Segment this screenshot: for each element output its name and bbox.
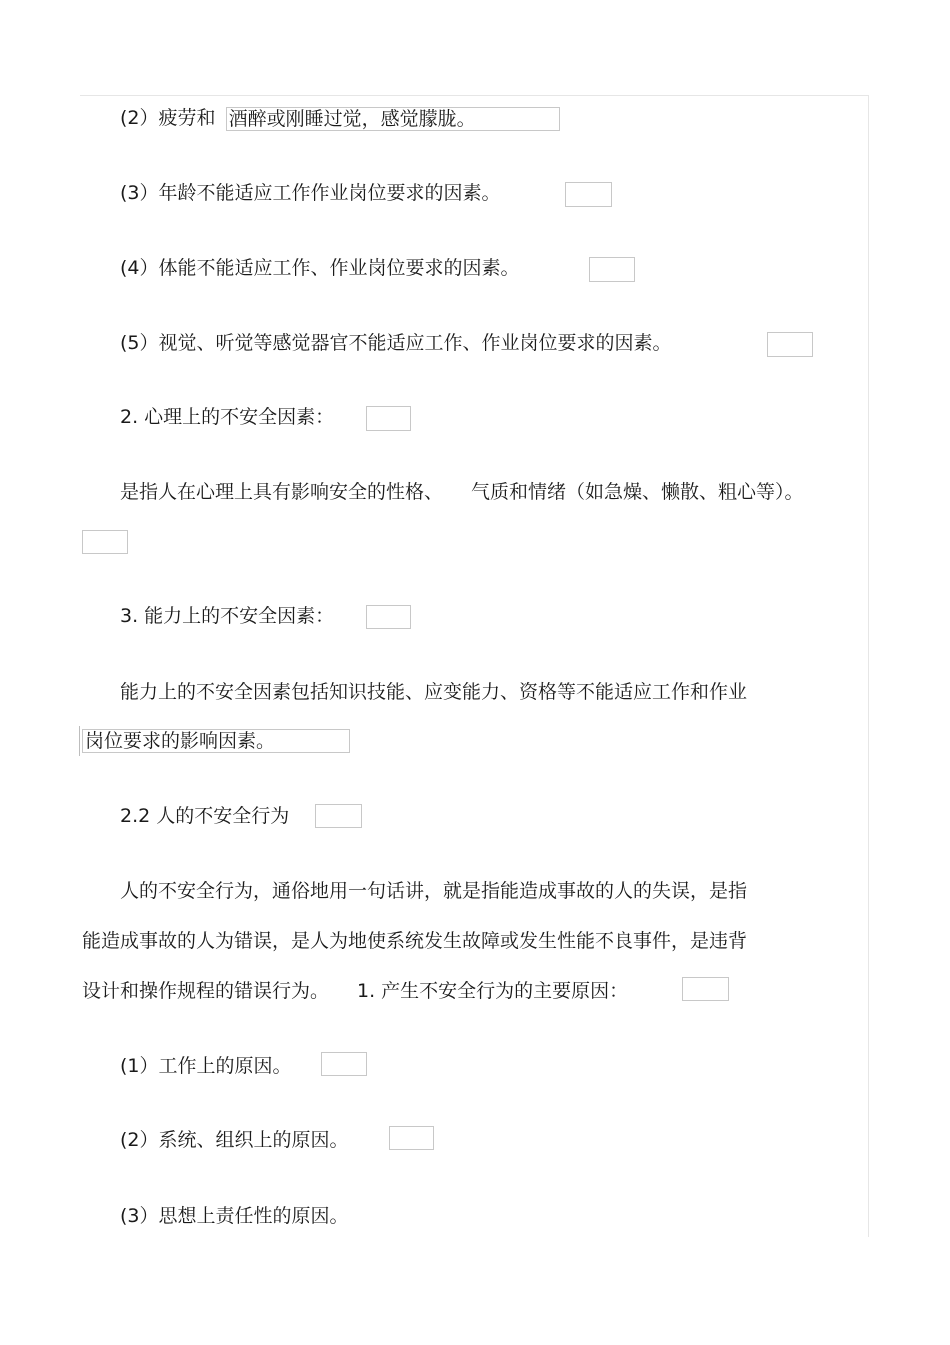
empty-box <box>321 1052 367 1076</box>
empty-box <box>82 530 128 554</box>
text-line-behavior-2: 能造成事故的人为错误，是人为地使系统发生故障或发生性能不良事件，是违背 <box>82 930 748 952</box>
text-line-responsibility-reason: (3）思想上责任性的原因。 <box>120 1205 349 1227</box>
behavior-3b: 1. 产生不安全行为的主要原因： <box>357 980 629 1002</box>
section-heading-unsafe-behavior: 2.2 人的不安全行为 <box>120 805 290 827</box>
text-line-ability-desc-cont <box>82 728 350 753</box>
text-line-senses: (5）视觉、听觉等感觉器官不能适应工作、作业岗位要求的因素。 <box>120 332 672 354</box>
text-line-physical: (4）体能不能适应工作、作业岗位要求的因素。 <box>120 257 520 279</box>
empty-box <box>366 605 411 629</box>
text-line-age: (3）年龄不能适应工作作业岗位要求的因素。 <box>120 182 501 204</box>
heading-ability: 3. 能力上的不安全因素： <box>120 605 335 627</box>
empty-box <box>315 804 362 828</box>
text-line-ability-desc: 能力上的不安全因素包括知识技能、应变能力、资格等不能适应工作和作业 <box>120 681 748 703</box>
text-line-psychological-desc <box>120 480 804 504</box>
fatigue-boxed-text: 酒醉或刚睡过觉，感觉朦胧。 <box>226 107 560 131</box>
text-line-work-reason: (1）工作上的原因。 <box>120 1055 292 1077</box>
empty-box <box>767 332 813 357</box>
psychological-desc-b: 气质和情绪（如急燥、懒散、粗心等）。 <box>471 481 804 503</box>
psychological-desc-a: 是指人在心理上具有影响安全的性格、 <box>120 481 444 503</box>
fatigue-prefix: (2）疲劳和 <box>120 107 216 129</box>
text-line-system-reason: (2）系统、组织上的原因。 <box>120 1129 349 1151</box>
text-line-fatigue <box>120 106 560 131</box>
empty-box <box>682 977 729 1001</box>
ability-boxed-text: 岗位要求的影响因素。 <box>82 729 350 753</box>
empty-box <box>389 1126 434 1150</box>
text-line-behavior-3 <box>82 979 628 1003</box>
empty-box <box>366 406 411 431</box>
empty-box <box>589 257 635 282</box>
empty-box <box>565 182 612 207</box>
behavior-3a: 设计和操作规程的错误行为。 <box>82 980 330 1002</box>
text-line-behavior-1: 人的不安全行为，通俗地用一句话讲，就是指能造成事故的人的失误，是指 <box>120 880 748 902</box>
margin-bar <box>79 726 80 756</box>
heading-psychological: 2. 心理上的不安全因素： <box>120 406 335 428</box>
